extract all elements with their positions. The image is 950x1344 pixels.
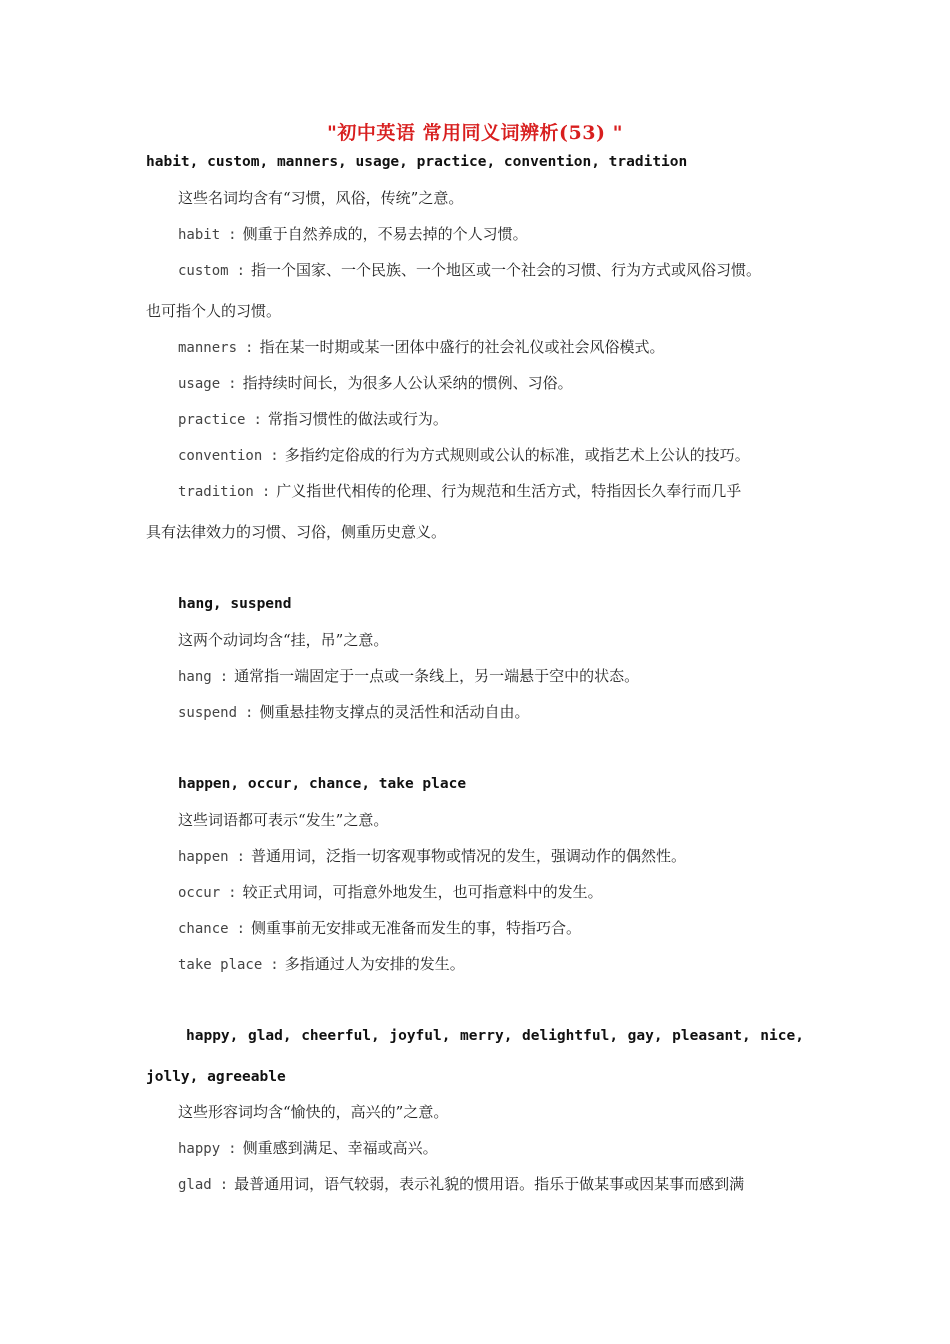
definition: 多指约定俗成的行为方式规则或公认的标准，或指艺术上公认的技巧。 xyxy=(284,446,750,464)
section-heading: happen, occur, chance, take place xyxy=(178,776,467,792)
definition-line: tradition : 广义指世代相传的伦理、行为规范和生活方式，特指因长久奉行而几乎 xyxy=(178,482,742,500)
definition: 指在某一时期或某一团体中盛行的社会礼仪或社会风俗模式。 xyxy=(259,338,665,356)
definition-line: hang : 通常指一端固定于一点或一条线上，另一端悬于空中的状态。 xyxy=(178,667,640,685)
definition-line: chance : 侧重事前无安排或无准备而发生的事，特指巧合。 xyxy=(178,919,582,937)
term: happen xyxy=(178,849,229,865)
term: manners xyxy=(178,340,238,356)
section-intro: 这些形容词均含“愉快的，高兴的”之意。 xyxy=(178,1103,449,1121)
definition: 侧重事前无安排或无准备而发生的事，特指巧合。 xyxy=(251,919,582,937)
definition-line: custom : 指一个国家、一个民族、一个地区或一个社会的习惯、行为方式或风俗习惯。 xyxy=(178,261,762,279)
definition-line: convention : 多指约定俗成的行为方式规则或公认的标准，或指艺术上公认的技巧。 xyxy=(178,446,750,464)
term: habit xyxy=(178,227,221,243)
section-intro: 这两个动词均含“挂，吊”之意。 xyxy=(178,631,389,649)
definition-line: practice : 常指习惯性的做法或行为。 xyxy=(178,410,448,428)
term: suspend xyxy=(178,705,238,721)
definition: 侧重于自然养成的，不易去掉的个人习惯。 xyxy=(242,225,528,243)
term: hang xyxy=(178,669,212,685)
section-heading-continuation: jolly, agreeable xyxy=(146,1069,286,1085)
definition: 指一个国家、一个民族、一个地区或一个社会的习惯、行为方式或风俗习惯。 xyxy=(251,261,762,279)
heading-word: delightful, xyxy=(522,1028,619,1044)
definition-line: take place : 多指通过人为安排的发生。 xyxy=(178,955,465,973)
term: tradition xyxy=(178,484,254,500)
definition-line: occur : 较正式用词，可指意外地发生，也可指意料中的发生。 xyxy=(178,883,603,901)
definition-line: happy : 侧重感到满足、幸福或高兴。 xyxy=(178,1139,438,1157)
term: glad xyxy=(178,1177,212,1193)
term: custom xyxy=(178,263,229,279)
section-heading: hang, suspend xyxy=(178,596,292,612)
definition-continuation: 也可指个人的习惯。 xyxy=(146,302,282,320)
definition: 侧重悬挂物支撑点的灵活性和活动自由。 xyxy=(259,703,530,721)
heading-word: merry, xyxy=(460,1028,513,1044)
definition: 最普通用词，语气较弱，表示礼貌的惯用语。指乐于做某事或因某事而感到满 xyxy=(234,1175,745,1193)
definition: 侧重感到满足、幸福或高兴。 xyxy=(242,1139,438,1157)
section-heading xyxy=(186,1026,804,1046)
heading-word: pleasant, xyxy=(672,1028,751,1044)
definition: 广义指世代相传的伦理、行为规范和生活方式，特指因长久奉行而几乎 xyxy=(276,482,742,500)
definition-line: suspend : 侧重悬挂物支撑点的灵活性和活动自由。 xyxy=(178,703,530,721)
section-heading: habit, custom, manners, usage, practice, convention, tradition xyxy=(146,154,688,170)
heading-word: glad, xyxy=(247,1028,292,1044)
page-title: "初中英语 常用同义词辨析(53) " xyxy=(327,122,623,144)
heading-word: joyful, xyxy=(389,1028,451,1044)
definition-line: usage : 指持续时间长，为很多人公认采纳的惯例、习俗。 xyxy=(178,374,573,392)
term: usage xyxy=(178,376,221,392)
term: occur xyxy=(178,885,221,901)
definition-line: glad : 最普通用词，语气较弱，表示礼貌的惯用语。指乐于做某事或因某事而感到满 xyxy=(178,1175,745,1193)
term: happy xyxy=(178,1141,221,1157)
definition: 较正式用词，可指意外地发生，也可指意料中的发生。 xyxy=(242,883,603,901)
heading-word: happy, xyxy=(186,1028,239,1044)
term: chance xyxy=(178,921,229,937)
definition-line: manners : 指在某一时期或某一团体中盛行的社会礼仪或社会风俗模式。 xyxy=(178,338,665,356)
heading-word: nice, xyxy=(760,1028,804,1044)
definition-line: happen : 普通用词，泛指一切客观事物或情况的发生，强调动作的偶然性。 xyxy=(178,847,687,865)
section-intro: 这些名词均含有“习惯，风俗，传统”之意。 xyxy=(178,189,464,207)
term: convention xyxy=(178,448,263,464)
term: practice xyxy=(178,412,246,428)
section-intro: 这些词语都可表示“发生”之意。 xyxy=(178,811,389,829)
definition: 多指通过人为安排的发生。 xyxy=(284,955,465,973)
definition: 普通用词，泛指一切客观事物或情况的发生，强调动作的偶然性。 xyxy=(251,847,687,865)
definition-line: habit : 侧重于自然养成的，不易去掉的个人习惯。 xyxy=(178,225,528,243)
heading-word: cheerful, xyxy=(301,1028,380,1044)
definition: 通常指一端固定于一点或一条线上，另一端悬于空中的状态。 xyxy=(234,667,640,685)
definition-continuation: 具有法律效力的习惯、习俗，侧重历史意义。 xyxy=(146,523,447,541)
definition: 常指习惯性的做法或行为。 xyxy=(267,410,448,428)
heading-word: gay, xyxy=(627,1028,663,1044)
term: take place xyxy=(178,957,263,973)
definition: 指持续时间长，为很多人公认采纳的惯例、习俗。 xyxy=(242,374,573,392)
